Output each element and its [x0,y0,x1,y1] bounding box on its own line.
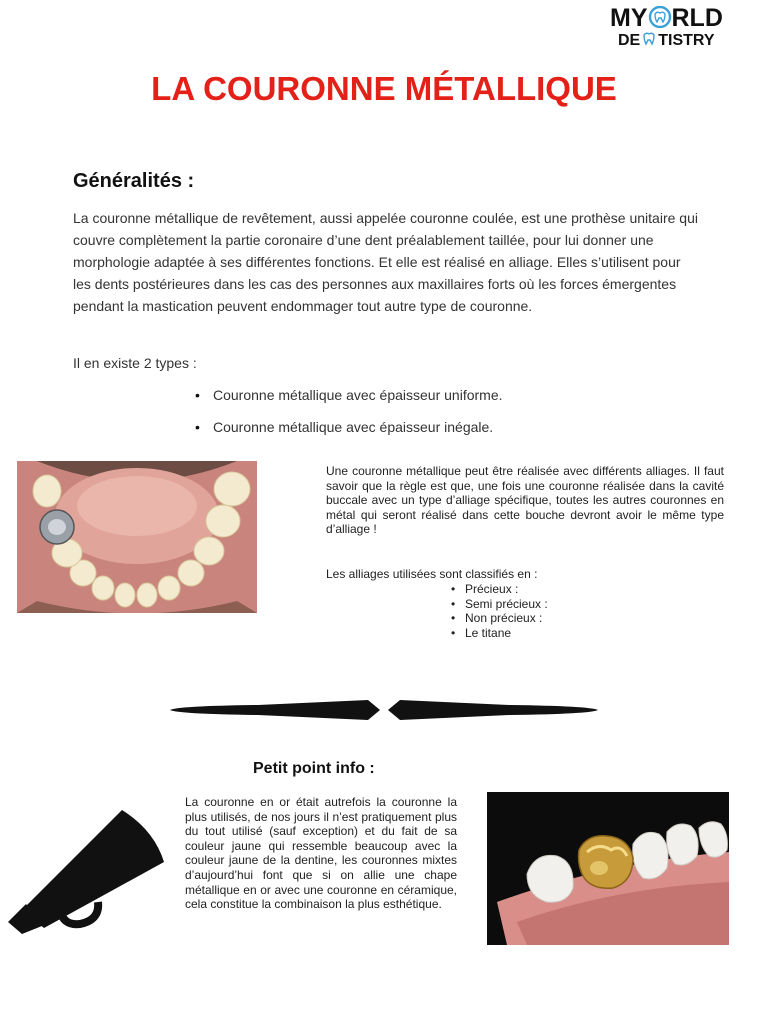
gold-crown-photo [487,792,729,945]
logo-line-2: DE TISTRY [618,32,715,49]
page-title: LA COURONNE MÉTALLIQUE [151,70,617,107]
tooth-icon [648,6,672,28]
alloys-paragraph: Une couronne métallique peut être réalisée avec différents alliages. Il faut savoir que la règle est que, une fois une couronne réalisée dans la cavité buccale avec un type d’alliage spécifique, toutes les autres couronnes en métal qui seront réalisé dans cette bouche devront avoir le même type d’alliage ! [326,464,724,537]
list-item: • Le titane [448,626,548,641]
list-item: • Couronne métallique avec épaisseur inégale. [195,416,503,448]
list-item: • Semi précieux : [448,597,548,612]
list-item: • Précieux : [448,582,548,597]
types-lead: Il en existe 2 types : [73,355,197,371]
list-item: • Couronne métallique avec épaisseur uniforme. [195,384,503,416]
lower-jaw-photo [17,461,257,613]
info-heading: Petit point info : [253,760,375,777]
alloys-lead: Les alliages utilisées sont classifiés en : [326,567,538,581]
decorative-divider [168,694,600,726]
logo-line-1: MY RLD [610,4,723,32]
brand-logo [610,4,760,50]
intro-paragraph: La couronne métallique de revêtement, aussi appelée couronne coulée, est une prothèse unitaire qui couvre complètement la partie coronaire d’une dent préalablement taillée, pour lui donner une morphologie adaptée à ses différentes fonctions. Et elle est réalisé en alliage. Elles s’utilisent pour les dents postérieures dans les cas des personnes aux maxillaires forts où les forces émergentes pendant la mastication peuvent endommager tout autre type de couronne. [73,210,698,314]
alloys-list [448,582,548,640]
info-paragraph: La couronne en or était autrefois la couronne la plus utilisés, de nos jours il n’est pratiquement plus du tout utilisé (sauf exception) et du fait de sa couleur jaune qui ressemble beaucoup avec la couleur jaune de la dentine, les couronnes mixtes d’aujourd’hui font que si on allie une chape métallique en or avec une couronne en céramique, cela constitue la combinaison la plus esthétique. [185,795,457,912]
list-item: • Non précieux : [448,611,548,626]
types-list [195,384,503,448]
tooth-icon [641,31,657,47]
megaphone-icon [4,800,170,940]
section-heading-generalites: Généralités : [73,170,195,192]
